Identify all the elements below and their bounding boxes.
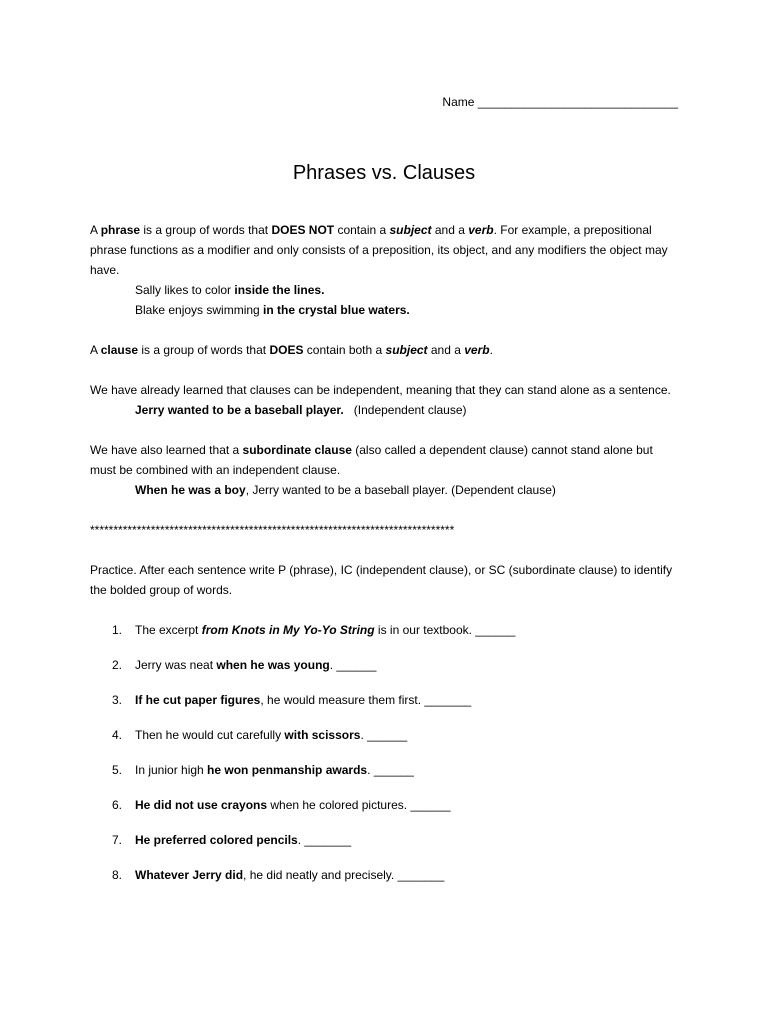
independent-clause-example: Jerry wanted to be a baseball player. (Independent clause) — [135, 403, 467, 417]
answer-blank[interactable]: . ______ — [360, 728, 408, 742]
name-line — [442, 92, 678, 112]
practice-item-1: 1. The excerpt from Knots in My Yo-Yo String is in our textbook. ______ — [112, 623, 516, 637]
practice-item-3: 3. If he cut paper figures, he would measure them first. _______ — [112, 693, 472, 707]
answer-blank[interactable]: . ______ — [329, 658, 377, 672]
name-label: Name — [442, 95, 475, 109]
worksheet-content — [90, 220, 678, 900]
practice-intro: Practice. After each sentence write P (phrase), IC (independent clause), or SC (subordinate clause) to identify the bolded group of words. — [90, 563, 673, 597]
phrase-example-1: Sally likes to color inside the lines. — [135, 283, 325, 297]
independent-clause-text: We have already learned that clauses can be independent, meaning that they can stand alone as a sentence. — [90, 383, 671, 397]
phrase-definition: A phrase is a group of words that DOES NOT contain a subject and a verb. For example, a prepositional phrase functions as a modifier and only consists of a preposition, its object, and any modifiers the object may have. — [90, 223, 668, 277]
page-title: Phrases vs. Clauses — [292, 162, 476, 184]
asterisk-divider: ****************************************************************************** — [90, 523, 455, 537]
worksheet-page — [90, 0, 690, 1024]
answer-blank[interactable]: when he colored pictures. ______ — [267, 798, 451, 812]
answer-blank[interactable]: . _______ — [297, 833, 352, 847]
practice-item-7: 7. He preferred colored pencils. _______ — [112, 833, 352, 847]
practice-item-4: 4. Then he would cut carefully with scissors. ______ — [112, 728, 408, 742]
answer-blank[interactable]: , he did neatly and precisely. _______ — [243, 868, 445, 882]
practice-item-2: 2. Jerry was neat when he was young. ______ — [112, 658, 377, 672]
subordinate-clause-example: When he was a boy, Jerry wanted to be a baseball player. (Dependent clause) — [135, 483, 556, 497]
subordinate-clause-text: We have also learned that a subordinate clause (also called a dependent clause) cannot stand alone but must be combined with an independent clause. — [90, 443, 653, 477]
clause-definition: A clause is a group of words that DOES contain both a subject and a verb. — [90, 343, 493, 357]
practice-item-6: 6. He did not use crayons when he colored pictures. ______ — [112, 798, 451, 812]
practice-list — [90, 620, 678, 885]
practice-item-5: 5. In junior high he won penmanship awards. ______ — [112, 763, 414, 777]
answer-blank[interactable]: is in our textbook. ______ — [374, 623, 516, 637]
answer-blank[interactable]: , he would measure them first. _______ — [260, 693, 472, 707]
answer-blank[interactable]: . ______ — [367, 763, 414, 777]
name-blank[interactable]: ______________________________ — [477, 95, 678, 109]
phrase-example-2: Blake enjoys swimming in the crystal blue waters. — [135, 303, 410, 317]
practice-item-8: 8. Whatever Jerry did, he did neatly and precisely. _______ — [112, 868, 445, 882]
